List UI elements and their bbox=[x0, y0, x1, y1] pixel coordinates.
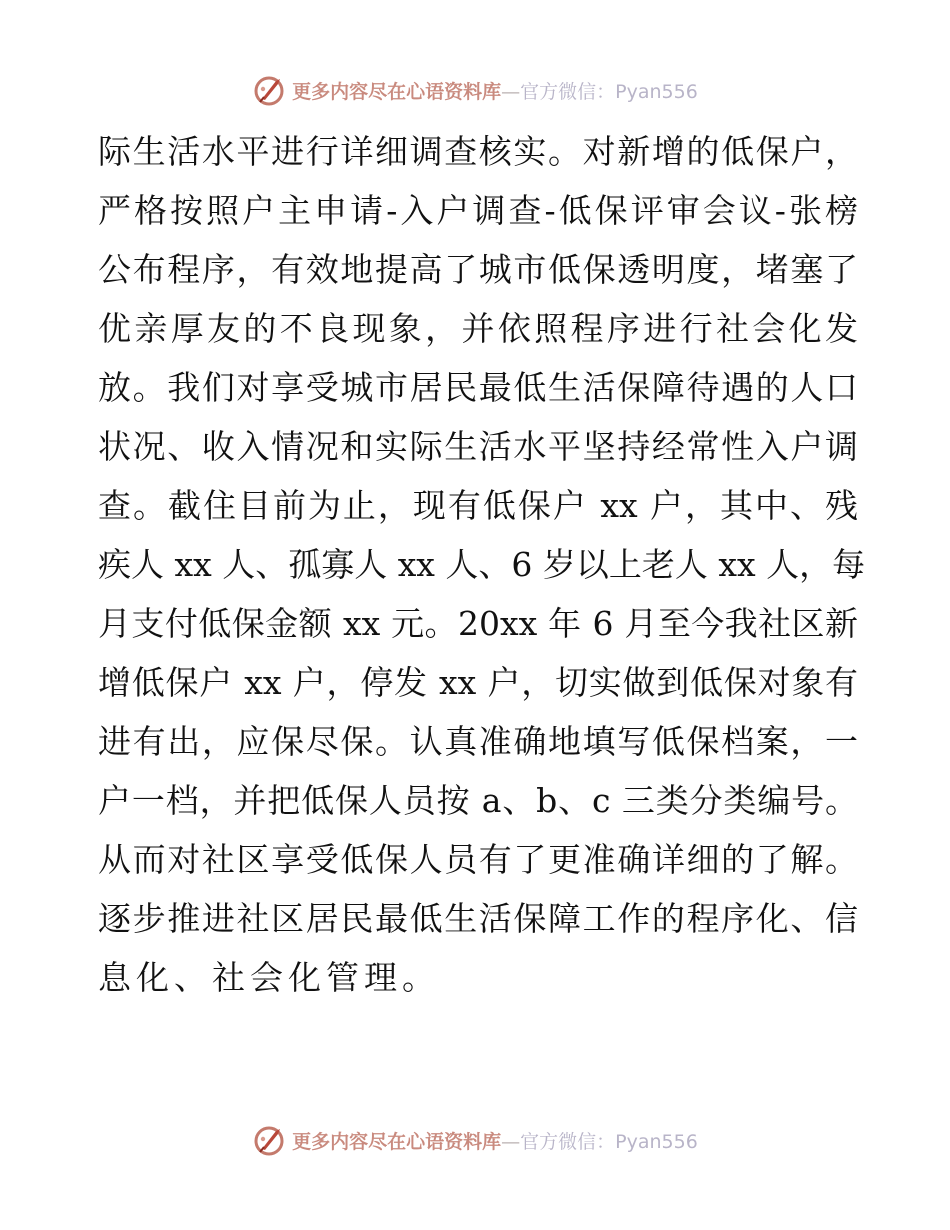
body-line: 疾人 xx 人、孤寡人 xx 人、6 岁以上老人 xx 人，每 bbox=[98, 545, 866, 584]
body-line: 际生活水平进行详细调查核实。对新增的低保户， bbox=[98, 132, 858, 171]
quill-pen-logo-icon bbox=[252, 73, 286, 107]
watermark-text bbox=[292, 1127, 698, 1154]
watermark-brand: 更多内容尽在心语资料库 bbox=[292, 80, 502, 103]
watermark-separator: — bbox=[501, 1130, 521, 1153]
watermark-contact: 官方微信：Pyan556 bbox=[520, 1130, 698, 1153]
body-line: 放。我们对享受城市居民最低生活保障待遇的人口 bbox=[98, 368, 858, 407]
document-body bbox=[98, 122, 866, 1007]
body-line: 状况、收入情况和实际生活水平坚持经常性入户调 bbox=[98, 427, 858, 466]
footer-watermark bbox=[0, 1120, 950, 1160]
body-line: 公布程序，有效地提高了城市低保透明度，堵塞了 bbox=[98, 250, 858, 289]
body-line: 逐步推进社区居民最低生活保障工作的程序化、信 bbox=[98, 899, 858, 938]
body-line: 优亲厚友的不良现象，并依照程序进行社会化发 bbox=[98, 309, 858, 348]
watermark-separator: — bbox=[501, 80, 521, 103]
watermark-contact: 官方微信：Pyan556 bbox=[520, 80, 698, 103]
quill-pen-logo-icon bbox=[252, 1123, 286, 1157]
body-line: 户一档，并把低保人员按 a、b、c 三类分类编号。 bbox=[98, 781, 858, 820]
header-watermark bbox=[0, 70, 950, 110]
body-line: 增低保户 xx 户，停发 xx 户，切实做到低保对象有 bbox=[98, 663, 858, 702]
watermark-text bbox=[292, 77, 698, 104]
body-line: 从而对社区享受低保人员有了更准确详细的了解。 bbox=[98, 840, 858, 879]
body-line: 查。截住目前为止，现有低保户 xx 户，其中、残 bbox=[98, 486, 858, 525]
body-line: 息化、社会化管理。 bbox=[98, 958, 440, 997]
watermark-brand: 更多内容尽在心语资料库 bbox=[292, 1130, 502, 1153]
body-line: 严格按照户主申请-入户调查-低保评审会议-张榜 bbox=[98, 191, 858, 230]
body-line: 进有出，应保尽保。认真准确地填写低保档案，一 bbox=[98, 722, 858, 761]
body-line: 月支付低保金额 xx 元。20xx 年 6 月至今我社区新 bbox=[98, 604, 858, 643]
